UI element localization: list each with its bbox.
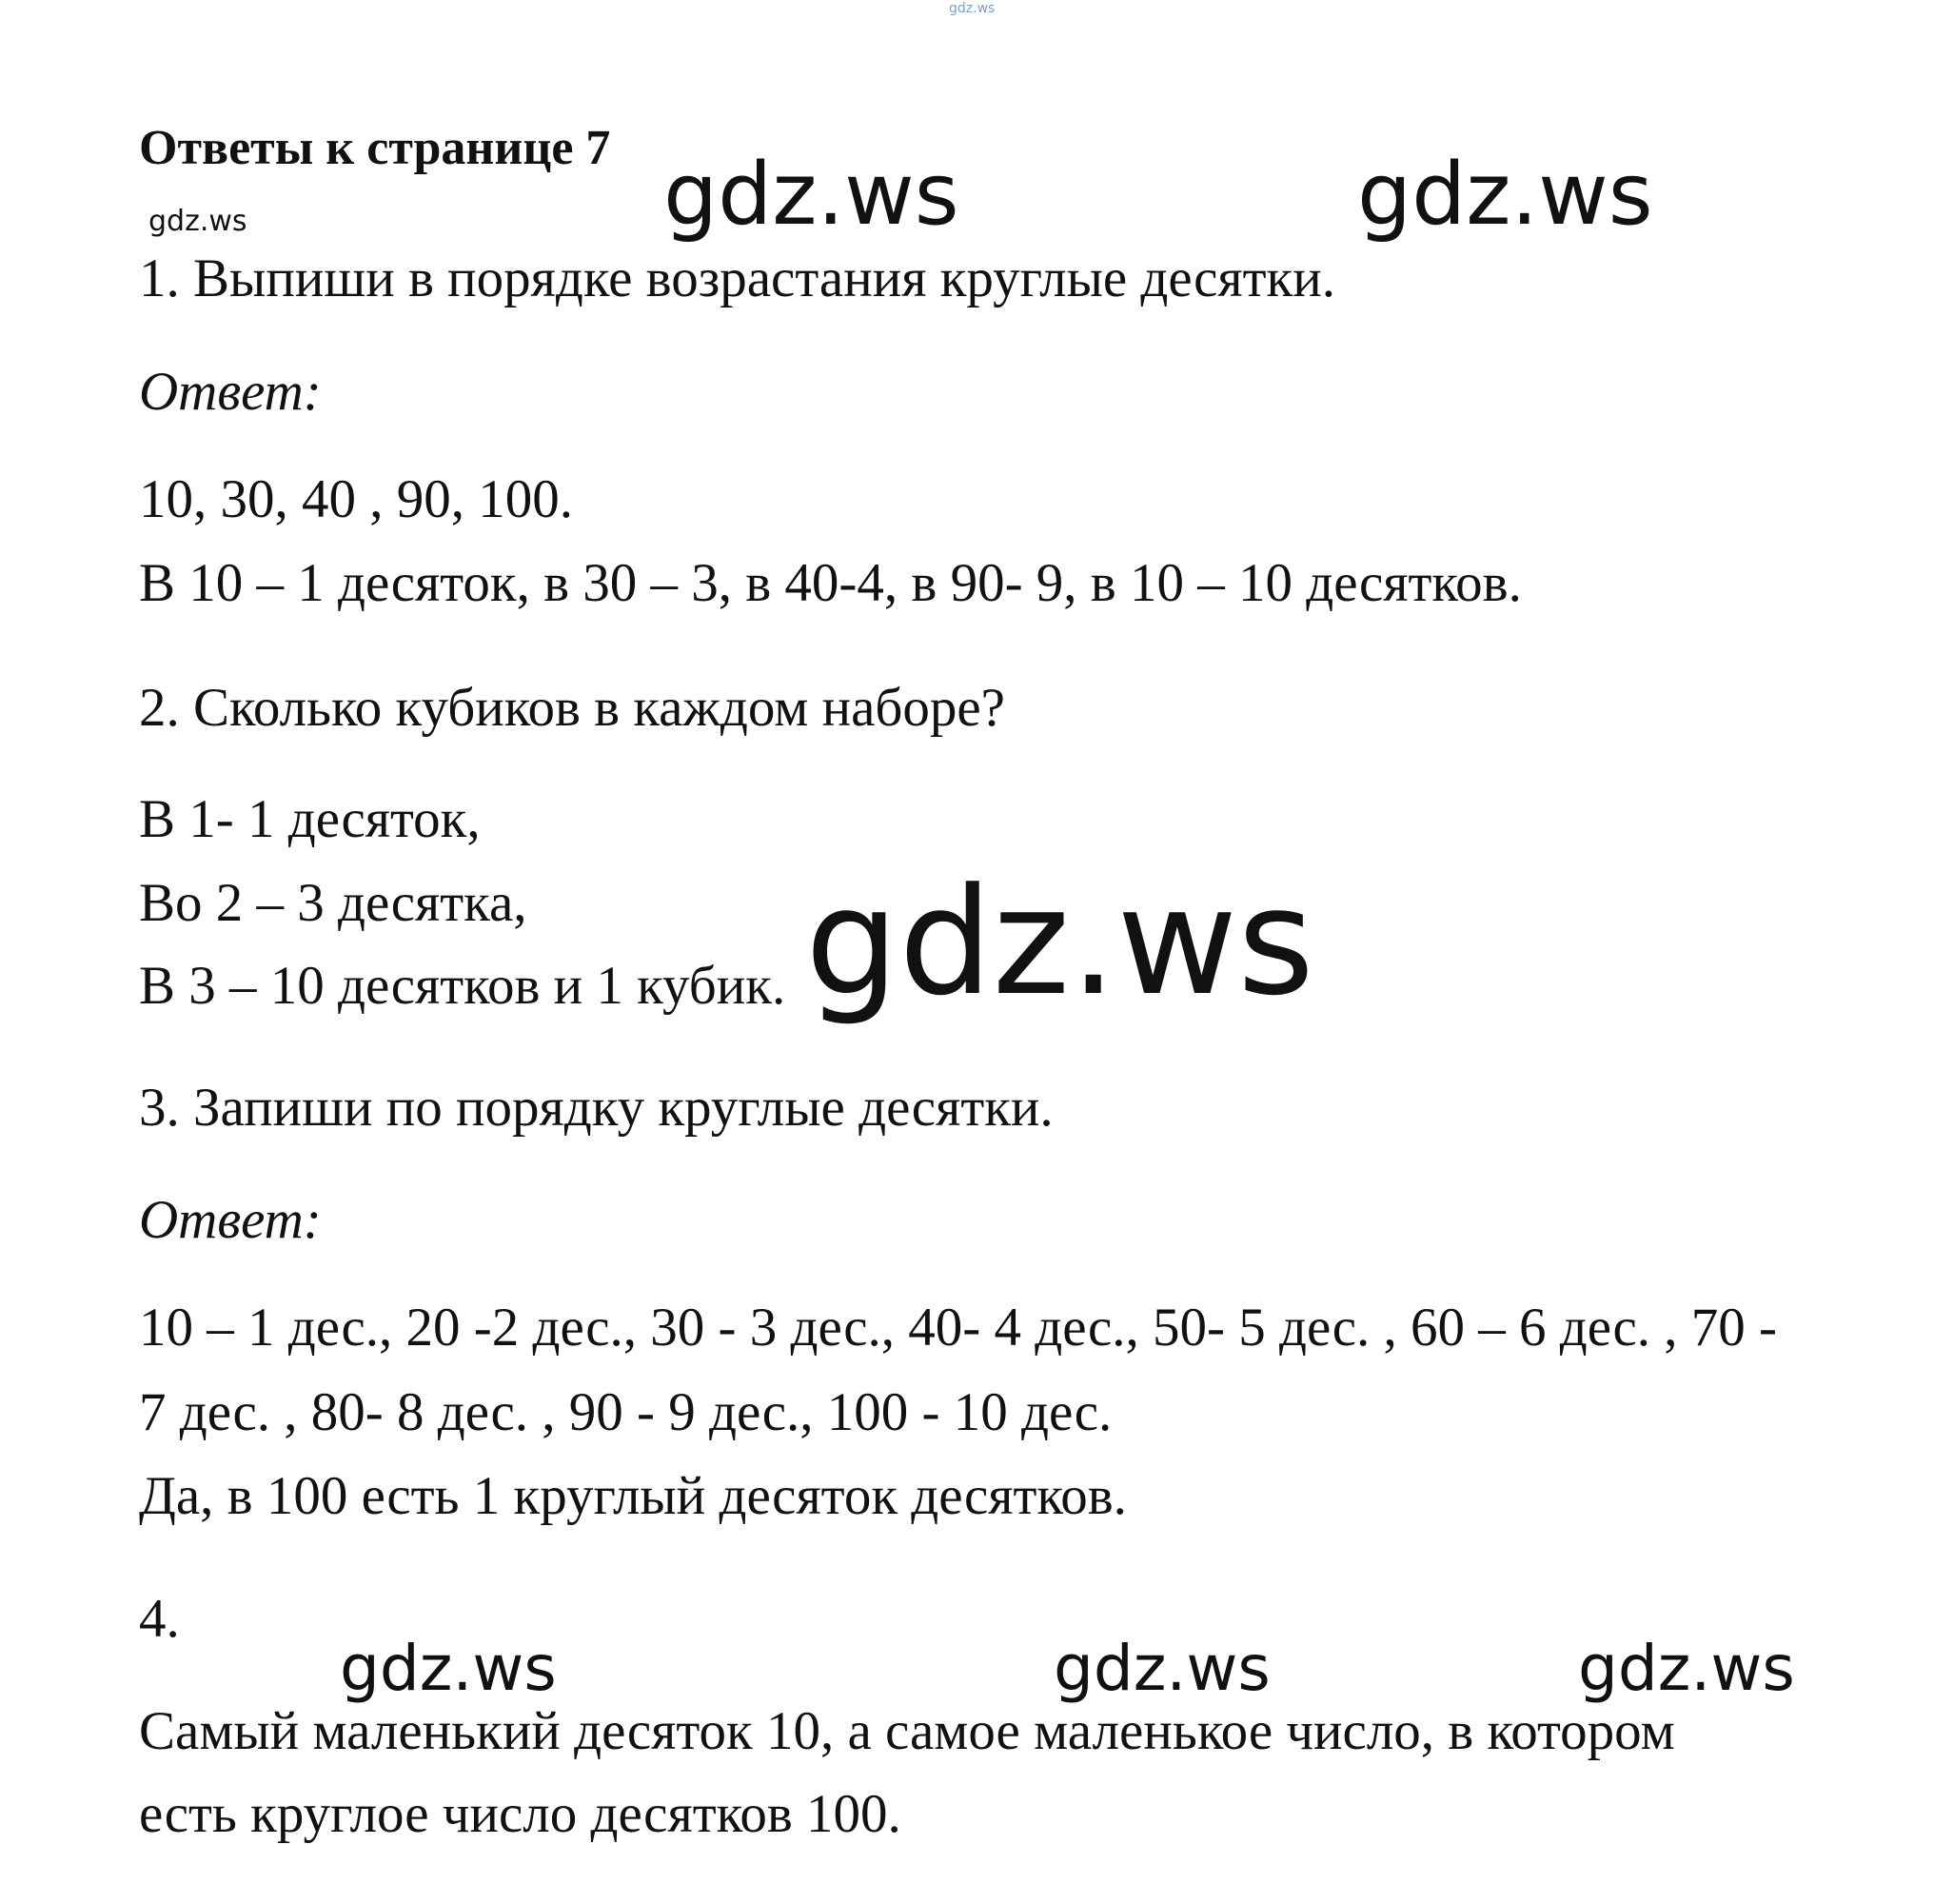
answer-line: В 1- 1 десяток, (139, 789, 481, 849)
watermark-center: gdz.ws (805, 856, 1314, 1028)
answer-line: В 3 – 10 десятков и 1 кубик. (139, 956, 786, 1016)
answer-line: 7 дес. , 80- 8 дес. , 90 - 9 дес., 100 - 10 дес. (139, 1382, 1113, 1442)
question-4: 4. (139, 1589, 180, 1649)
watermark-large: gdz.ws (1357, 145, 1653, 245)
watermark-top: gdz.ws (949, 1, 996, 16)
question-2: 2. Сколько кубиков в каждом наборе? (139, 678, 1005, 738)
question-3: 3. Запиши по порядку круглые десятки. (139, 1078, 1054, 1138)
answer-line: В 10 – 1 десяток, в 30 – 3, в 40-4, в 90- 9, в 10 – 10 десятков. (139, 553, 1522, 613)
page-title: Ответы к странице 7 (139, 121, 611, 175)
watermark-large: gdz.ws (663, 145, 959, 245)
watermark-bottom: gdz.ws (340, 1632, 557, 1705)
answer-line: 10, 30, 40 , 90, 100. (139, 469, 573, 529)
watermark-bottom: gdz.ws (1578, 1632, 1795, 1705)
question-1: 1. Выпиши в порядке возрастания круглые десятки. (139, 248, 1336, 308)
answer-line: Во 2 – 3 десятка, (139, 873, 527, 933)
answer-line: есть круглое число десятков 100. (139, 1784, 901, 1844)
answer-line: Самый маленький десяток 10, а самое маленькое число, в котором (139, 1701, 1675, 1761)
answer-line: Да, в 100 есть 1 круглый десяток десятков. (139, 1466, 1127, 1526)
answer-line: 10 – 1 дес., 20 -2 дес., 30 - 3 дес., 40- 4 дес., 50- 5 дес. , 60 – 6 дес. , 70 - (139, 1298, 1778, 1358)
watermark-small: gdz.ws (148, 205, 247, 238)
watermark-bottom: gdz.ws (1054, 1632, 1271, 1705)
answer-label: Ответ: (139, 362, 322, 422)
answer-label: Ответ: (139, 1190, 322, 1250)
